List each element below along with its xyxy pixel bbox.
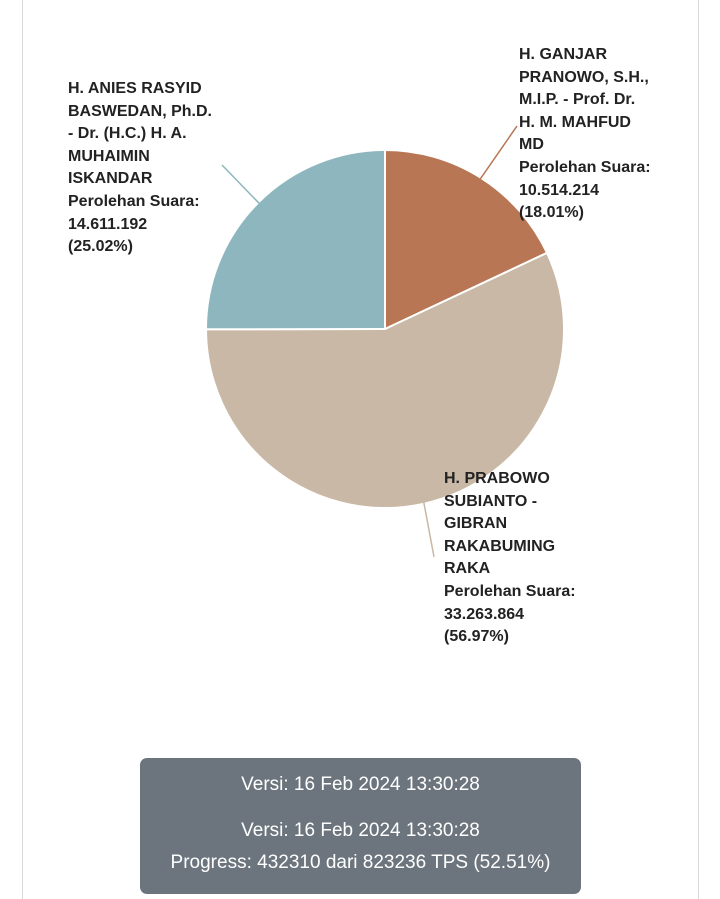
slice-name-line: H. PRABOWO xyxy=(444,470,550,487)
slice-name-line: RAKA xyxy=(444,560,491,578)
slice-name-line: - Dr. (H.C.) H. A. xyxy=(68,125,187,143)
slice-label-prabowo xyxy=(444,468,576,649)
leader-line-anies xyxy=(222,165,260,204)
slice-name-line: SUBIANTO - xyxy=(444,492,538,510)
votes-caption: Perolehan Suara: xyxy=(68,192,200,210)
leader-line-ganjar xyxy=(480,126,517,180)
slice-name-line: M.I.P. - Prof. Dr. xyxy=(519,91,636,109)
version-text: Versi: 16 Feb 2024 13:30:28 xyxy=(241,820,480,841)
leader-line-prabowo xyxy=(424,502,434,557)
slice-name-line: GIBRAN xyxy=(444,515,508,533)
votes-value: 33.263.864 xyxy=(444,605,525,623)
slice-name-line: RAKABUMING xyxy=(444,537,556,555)
slice-name-line: MD xyxy=(519,136,544,154)
slice-name-line: MUHAIMIN xyxy=(68,147,150,165)
slice-name-line: H. M. MAHFUD xyxy=(519,113,631,131)
votes-value: 10.514.214 xyxy=(519,181,600,199)
votes-caption: Perolehan Suara: xyxy=(444,582,576,600)
version-text: Versi: 16 Feb 2024 13:30:28 xyxy=(241,774,480,795)
slice-label-ganjar xyxy=(519,44,651,225)
slice-name-line: H. GANJAR xyxy=(519,46,608,63)
votes-value: 14.611.192 xyxy=(68,215,148,233)
percent-value: (56.97%) xyxy=(444,628,509,646)
progress-text: Progress: 432310 dari 823236 TPS (52.51%) xyxy=(170,852,551,873)
slice-name-line: BASWEDAN, Ph.D. xyxy=(68,102,212,120)
votes-caption: Perolehan Suara: xyxy=(519,158,651,176)
slice-name-line: H. ANIES RASYID xyxy=(68,80,202,97)
slice-label-anies xyxy=(68,78,212,259)
percent-value: (25.02%) xyxy=(68,238,133,256)
slice-name-line: PRANOWO, S.H., xyxy=(519,68,649,86)
slice-name-line: ISKANDAR xyxy=(68,170,153,188)
version-info-box xyxy=(140,758,581,894)
percent-value: (18.01%) xyxy=(519,204,584,222)
